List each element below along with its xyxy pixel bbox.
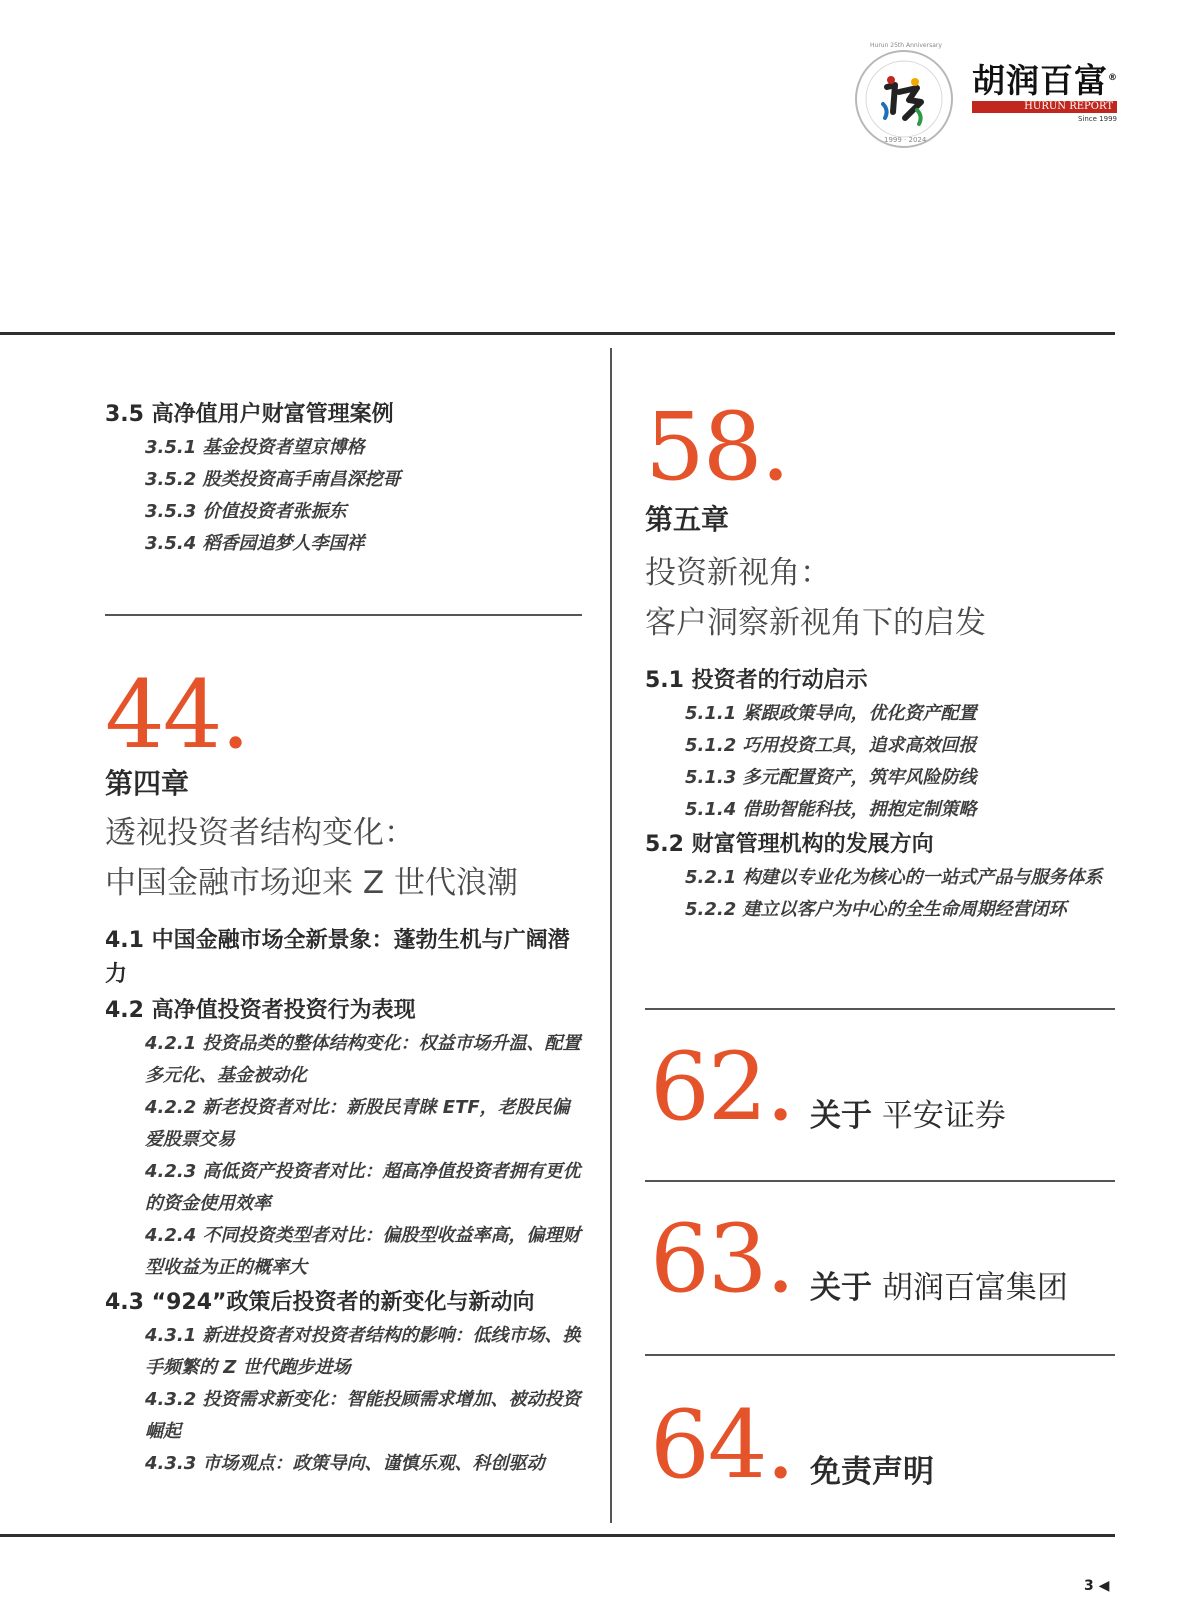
chapter-5-number: 58. [645,393,789,502]
toc-item-5-1-1[interactable]: 5.1.1 紧跟政策导向，优化资产配置 [685,703,977,724]
emblem-graphic [857,52,951,146]
hurun-25th-emblem [855,50,953,148]
emblem-years: 1999 · 2024 [884,136,927,144]
section-4-2[interactable]: 4.2 高净值投资者投资行为表现 [105,998,416,1023]
brand-since: Since 1999 [1077,115,1117,123]
divider-before-62 [645,1008,1115,1010]
toc-item-4-3-3[interactable]: 4.3.3 市场观点：政策导向、谨慎乐观、科创驱动 [145,1453,545,1474]
brand-en-bar: HURUN REPORT [972,101,1117,113]
toc-item-4-2-2[interactable]: 4.2.2 新老投资者对比：新股民青睐 ETF，老股民偏爱股票交易 [145,1097,570,1150]
chapter-4-label: 第四章 [105,767,190,800]
chapter-5-title-line1: 投资新视角： [645,555,831,591]
divider-before-64 [645,1354,1115,1356]
toc-item-5-1-2[interactable]: 5.1.2 巧用投资工具，追求高效回报 [685,735,977,756]
hurun-brand-logo [972,58,1117,123]
toc-item-5-1-4[interactable]: 5.1.4 借助智能科技，拥抱定制策略 [685,799,977,820]
toc-item-4-3-2[interactable]: 4.3.2 投资需求新变化：智能投顾需求增加、被动投资崛起 [145,1389,581,1442]
chapter-5-title-line2: 客户洞察新视角下的启发 [645,605,986,641]
about-pingan-title[interactable]: 关于 平安证券 [810,1098,1006,1134]
section-4-1[interactable]: 4.1 中国金融市场全新景象：蓬勃生机与广阔潜力 [105,928,570,987]
about-hurun-entry[interactable]: 63. [650,1205,794,1314]
divider-before-chapter-4 [105,614,582,616]
divider-before-63 [645,1180,1115,1182]
chapter-4-title-line1: 透视投资者结构变化： [105,815,415,851]
toc-item-3-5-3[interactable]: 3.5.3 价值投资者张振东 [145,501,347,522]
section-3-5-title[interactable]: 3.5 高净值用户财富管理案例 [105,402,394,427]
section-4-3[interactable]: 4.3 “924”政策后投资者的新变化与新动向 [105,1290,535,1315]
toc-item-5-2-2[interactable]: 5.2.2 建立以客户为中心的全生命周期经营闭环 [685,899,1067,920]
toc-item-3-5-2[interactable]: 3.5.2 股类投资高手南昌深挖哥 [145,469,401,490]
toc-item-4-2-4[interactable]: 4.2.4 不同投资类型者对比：偏股型收益率高，偏理财型收益为正的概率大 [145,1225,581,1278]
registered-mark: ® [1108,73,1118,83]
chapter-4-sections [105,924,585,1480]
top-rule [0,332,1115,335]
emblem-ring-text: Hurun 25th Anniversary [870,42,942,49]
section-5-2[interactable]: 5.2 财富管理机构的发展方向 [645,832,934,857]
brand-cn-name: 胡润百富® [972,61,1118,100]
toc-item-5-2-1[interactable]: 5.2.1 构建以专业化为核心的一站式产品与服务体系 [685,867,1103,888]
bottom-rule [0,1534,1115,1537]
chapter-4-number: 44. [105,661,249,770]
section-3-5 [105,398,585,560]
about-pingan-number: 62 [650,1033,766,1142]
chapter-5-sections [645,664,1115,926]
section-5-1[interactable]: 5.1 投资者的行动启示 [645,668,868,693]
toc-item-4-3-1[interactable]: 4.3.1 新进投资者对投资者结构的影响：低线市场、换手频繁的 Z 世代跑步进场 [145,1325,581,1378]
page-number: 3 ◀ [1084,1578,1110,1594]
toc-item-4-2-3[interactable]: 4.2.3 高低资产投资者对比：超高净值投资者拥有更优的资金使用效率 [145,1161,581,1214]
toc-item-3-5-4[interactable]: 3.5.4 稻香园追梦人李国祥 [145,533,365,554]
chapter-5-label: 第五章 [645,503,730,536]
disclaimer-number: 64 [650,1391,766,1500]
about-pingan-entry[interactable]: 62. [650,1033,794,1142]
column-divider [610,348,612,1523]
about-hurun-title[interactable]: 关于 胡润百富集团 [810,1270,1068,1306]
disclaimer-title[interactable]: 免责声明 [810,1454,934,1490]
chapter-4-title-line2: 中国金融市场迎来 Z 世代浪潮 [105,865,518,901]
toc-item-3-5-1[interactable]: 3.5.1 基金投资者望京博格 [145,437,365,458]
about-hurun-number: 63 [650,1205,766,1314]
toc-item-5-1-3[interactable]: 5.1.3 多元配置资产，筑牢风险防线 [685,767,977,788]
toc-item-4-2-1[interactable]: 4.2.1 投资品类的整体结构变化：权益市场升温、配置多元化、基金被动化 [145,1033,581,1086]
prev-arrow-icon: ◀ [1098,1578,1110,1594]
disclaimer-entry[interactable]: 64. [650,1391,794,1500]
